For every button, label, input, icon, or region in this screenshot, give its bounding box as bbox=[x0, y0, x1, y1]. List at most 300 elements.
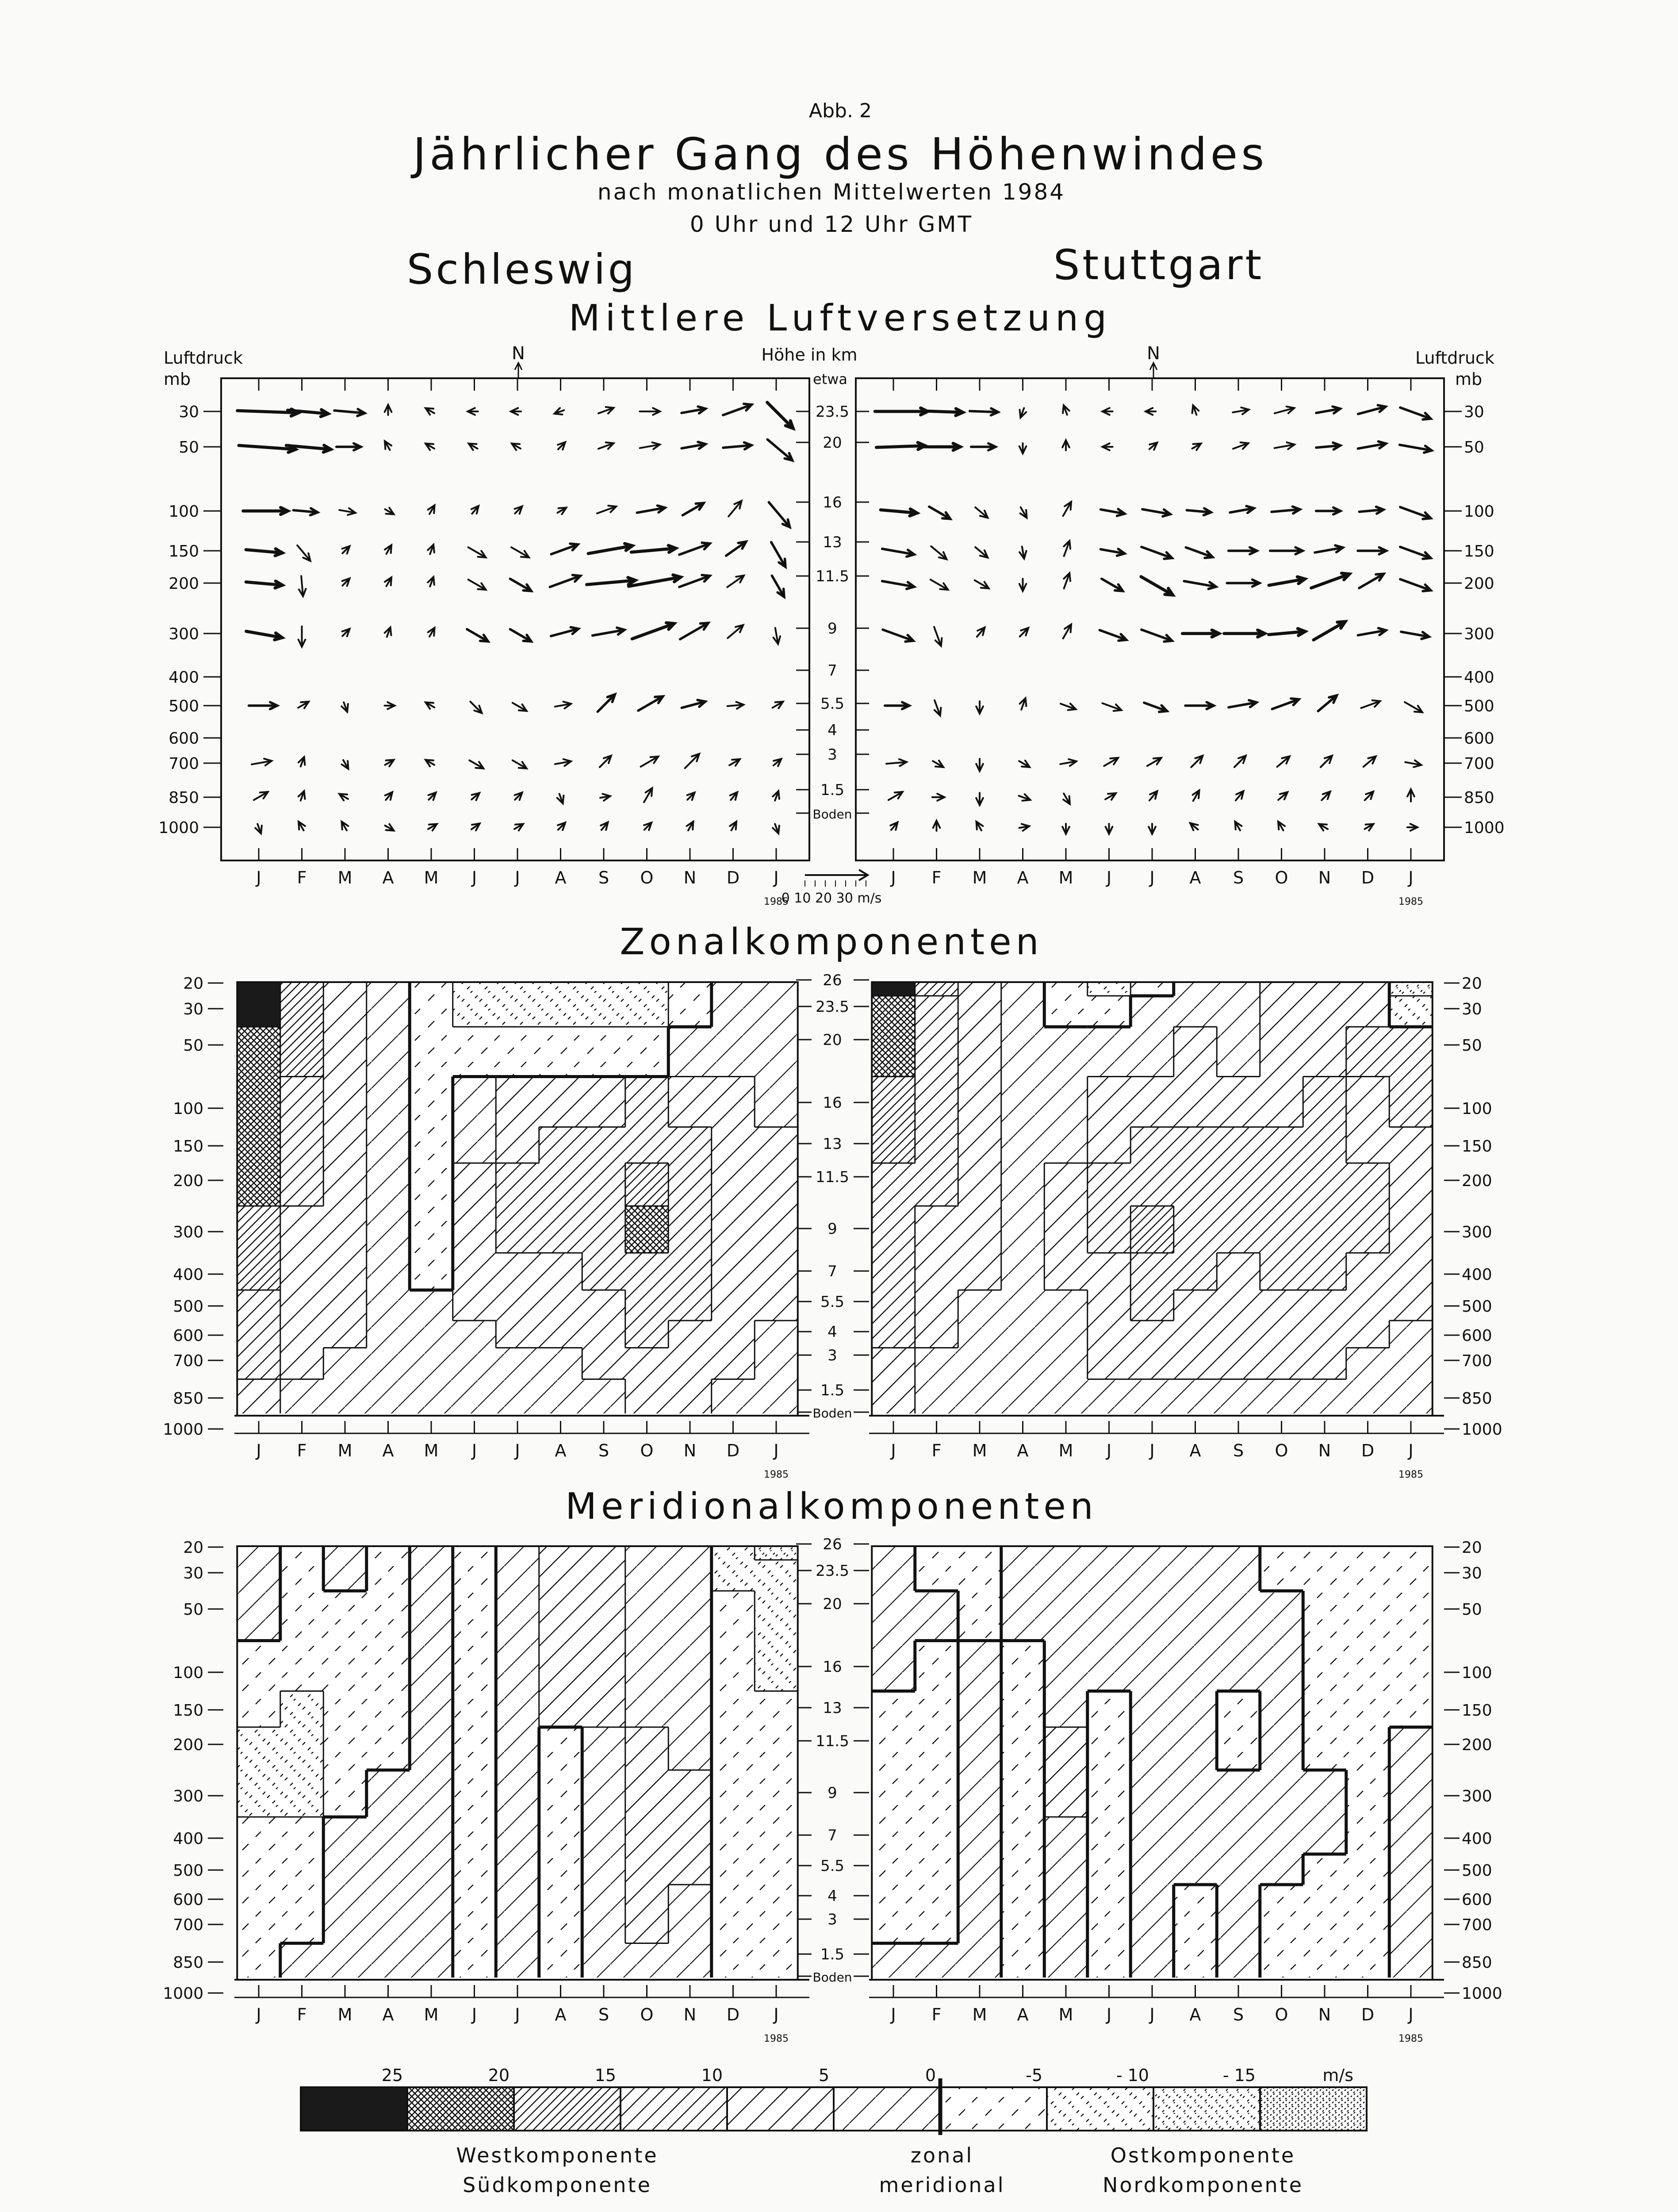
height-tick-label: 9 bbox=[828, 1220, 837, 1238]
value-cell bbox=[367, 1163, 410, 1206]
wind-arrow bbox=[1318, 695, 1337, 711]
value-cell bbox=[453, 1817, 496, 1854]
month-label: A bbox=[555, 2005, 567, 2024]
wind-arrow bbox=[728, 702, 744, 709]
value-cell bbox=[367, 1321, 410, 1348]
value-cell bbox=[582, 1206, 625, 1253]
wind-arrow bbox=[1149, 442, 1157, 449]
value-cell bbox=[323, 1912, 367, 1943]
legend-south-label: Südkomponente bbox=[463, 2173, 652, 2197]
value-cell bbox=[872, 1691, 915, 1728]
value-cell bbox=[958, 1641, 1001, 1691]
value-cell bbox=[915, 1591, 958, 1641]
wind-arrow bbox=[1407, 789, 1414, 802]
height-tick-label: Boden bbox=[812, 807, 852, 822]
value-cell bbox=[280, 1206, 324, 1253]
value-cell bbox=[1174, 1027, 1217, 1077]
wind-arrow bbox=[1103, 408, 1113, 415]
month-label: N bbox=[1318, 2005, 1331, 2024]
value-cell bbox=[1303, 1560, 1346, 1591]
wind-arrow bbox=[249, 702, 277, 709]
wind-arrow bbox=[767, 403, 793, 429]
value-cell bbox=[410, 1027, 453, 1077]
value-cell bbox=[755, 1912, 798, 1943]
value-cell bbox=[625, 1854, 669, 1885]
wind-arrow bbox=[555, 702, 571, 708]
value-cell bbox=[323, 1727, 367, 1770]
value-cell bbox=[1130, 1943, 1174, 1978]
pressure-tick-label: 100 bbox=[173, 1664, 203, 1682]
value-cell bbox=[668, 1560, 712, 1591]
value-cell bbox=[1088, 983, 1131, 996]
value-cell bbox=[1217, 996, 1260, 1027]
value-cell bbox=[872, 1885, 915, 1912]
wind-arrow bbox=[1192, 405, 1199, 415]
value-cell bbox=[539, 1348, 582, 1379]
value-cell bbox=[367, 1253, 410, 1290]
wind-arrow bbox=[769, 502, 789, 527]
month-label: J bbox=[515, 1441, 520, 1460]
value-cell bbox=[625, 1348, 669, 1379]
value-cell bbox=[958, 1912, 1001, 1943]
height-tick-label: 13 bbox=[823, 1135, 842, 1153]
legend-swatch bbox=[1260, 2087, 1367, 2131]
month-label: J bbox=[1106, 1441, 1112, 1460]
wind-arrow bbox=[428, 545, 434, 554]
value-cell bbox=[410, 1641, 453, 1691]
wind-arrow bbox=[885, 702, 909, 709]
value-cell bbox=[367, 1206, 410, 1253]
wind-arrow bbox=[1269, 577, 1305, 585]
value-cell bbox=[539, 1727, 582, 1770]
value-cell bbox=[712, 1727, 755, 1770]
value-cell bbox=[1346, 1560, 1390, 1591]
value-cell bbox=[1217, 1560, 1260, 1591]
wind-arrow bbox=[511, 547, 529, 557]
value-cell bbox=[1217, 1885, 1260, 1912]
wind-arrow bbox=[597, 506, 616, 514]
value-cell bbox=[1346, 1817, 1390, 1854]
value-cell bbox=[323, 983, 367, 996]
pressure-tick-label: 200 bbox=[173, 1736, 203, 1754]
value-cell bbox=[1217, 1379, 1260, 1414]
value-cell bbox=[872, 1077, 915, 1127]
wind-arrow bbox=[931, 580, 948, 590]
value-cell bbox=[539, 1691, 582, 1728]
wind-arrow bbox=[890, 822, 897, 830]
value-cell bbox=[496, 1912, 539, 1943]
pressure-tick-label: 700 bbox=[169, 755, 199, 773]
value-cell bbox=[1044, 1348, 1088, 1379]
wind-arrow bbox=[637, 506, 665, 513]
value-cell bbox=[958, 1321, 1001, 1348]
value-cell bbox=[668, 1943, 712, 1978]
pressure-tick-label-right: 150 bbox=[1462, 1701, 1492, 1720]
wind-arrow bbox=[558, 822, 565, 830]
value-cell bbox=[323, 1348, 367, 1379]
legend-zonal-label: zonal bbox=[910, 2143, 974, 2167]
wind-arrow bbox=[1400, 445, 1432, 453]
value-cell bbox=[915, 1770, 958, 1817]
height-tick-label: 1.5 bbox=[820, 1382, 845, 1399]
legend-east-label: Ostkomponente bbox=[1110, 2143, 1296, 2167]
value-cell bbox=[1174, 1560, 1217, 1591]
wind-arrow bbox=[469, 760, 483, 768]
value-cell bbox=[237, 1770, 280, 1817]
value-cell bbox=[958, 996, 1001, 1027]
value-cell bbox=[1001, 1290, 1045, 1321]
height-tick-label: 9 bbox=[828, 620, 837, 637]
wind-arrow bbox=[1224, 630, 1265, 637]
value-cell bbox=[1130, 1163, 1174, 1206]
wind-arrow bbox=[1101, 509, 1125, 516]
value-cell bbox=[237, 1727, 280, 1770]
wind-arrow bbox=[1227, 580, 1260, 587]
wind-arrow bbox=[428, 577, 434, 587]
value-cell bbox=[712, 1321, 755, 1348]
value-cell bbox=[712, 1206, 755, 1253]
month-label: A bbox=[382, 1441, 394, 1460]
value-cell bbox=[1088, 1854, 1131, 1885]
pressure-tick-label-right: 500 bbox=[1464, 697, 1494, 715]
value-cell bbox=[539, 1854, 582, 1885]
value-cell bbox=[1260, 1560, 1303, 1591]
value-cell bbox=[1088, 1641, 1131, 1691]
wind-arrow bbox=[515, 506, 522, 514]
pressure-tick-label: 50 bbox=[183, 1601, 203, 1619]
value-cell bbox=[1303, 996, 1346, 1027]
wind-arrow bbox=[922, 409, 963, 416]
wind-arrow bbox=[1405, 760, 1421, 767]
value-cell bbox=[582, 1817, 625, 1854]
value-cell bbox=[410, 1770, 453, 1817]
value-cell bbox=[1303, 1290, 1346, 1321]
wind-arrow bbox=[771, 542, 785, 567]
pressure-tick-label-right: 100 bbox=[1464, 503, 1494, 521]
value-cell bbox=[755, 1206, 798, 1253]
month-label: D bbox=[1361, 1441, 1375, 1460]
value-cell bbox=[323, 1027, 367, 1077]
value-cell bbox=[1260, 1854, 1303, 1885]
wind-arrow bbox=[558, 508, 567, 515]
value-cell bbox=[1389, 1885, 1433, 1912]
month-label: O bbox=[640, 1441, 654, 1460]
month-label: J bbox=[1149, 868, 1155, 887]
value-cell bbox=[1260, 1321, 1303, 1348]
value-cell bbox=[668, 1912, 712, 1943]
pressure-tick-label: 100 bbox=[173, 1100, 203, 1118]
value-cell bbox=[367, 1943, 410, 1978]
value-cell bbox=[958, 1560, 1001, 1591]
month-label: N bbox=[1318, 1441, 1331, 1460]
value-cell bbox=[958, 1770, 1001, 1817]
value-cell bbox=[1260, 1127, 1303, 1164]
value-cell bbox=[1001, 1379, 1045, 1414]
wind-arrow bbox=[1311, 573, 1350, 588]
value-cell bbox=[712, 1943, 755, 1978]
value-cell bbox=[367, 1077, 410, 1127]
value-cell bbox=[1260, 1077, 1303, 1127]
vector-panel-schleswig bbox=[221, 343, 809, 907]
value-cell bbox=[1260, 1770, 1303, 1817]
value-cell bbox=[237, 1077, 280, 1127]
value-cell bbox=[1303, 1379, 1346, 1414]
wind-arrow bbox=[1316, 507, 1341, 515]
wind-arrow bbox=[687, 792, 695, 800]
value-cell bbox=[280, 1912, 324, 1943]
wind-arrow bbox=[1064, 573, 1070, 589]
wind-arrow bbox=[385, 702, 395, 709]
value-cell bbox=[915, 1253, 958, 1290]
value-cell bbox=[712, 1854, 755, 1885]
value-cell bbox=[755, 1348, 798, 1379]
value-cell bbox=[1303, 1591, 1346, 1641]
value-cell bbox=[1389, 1253, 1433, 1290]
value-cell bbox=[712, 1560, 755, 1591]
pressure-tick-label: 30 bbox=[183, 1564, 203, 1582]
value-cell bbox=[712, 1163, 755, 1206]
month-label: A bbox=[382, 2005, 394, 2024]
pressure-tick-label-right: 150 bbox=[1462, 1137, 1492, 1156]
height-axis-prefix: etwa bbox=[813, 371, 848, 388]
wind-arrow bbox=[1019, 443, 1027, 453]
value-cell bbox=[539, 1885, 582, 1912]
value-cell bbox=[1303, 1127, 1346, 1164]
value-cell bbox=[625, 996, 669, 1027]
value-cell bbox=[1346, 1641, 1390, 1691]
value-cell bbox=[1130, 1321, 1174, 1348]
wind-arrow bbox=[680, 623, 709, 639]
wind-arrow bbox=[1147, 758, 1161, 766]
wind-arrow bbox=[1358, 628, 1386, 635]
value-cell bbox=[1044, 1943, 1088, 1978]
value-cell bbox=[496, 1817, 539, 1854]
month-label: M bbox=[1058, 2005, 1073, 2024]
value-cell bbox=[958, 1163, 1001, 1206]
wind-arrow bbox=[1144, 703, 1167, 712]
value-cell bbox=[367, 1348, 410, 1379]
value-cell bbox=[668, 1727, 712, 1770]
wind-arrow bbox=[1062, 824, 1069, 834]
wind-arrow bbox=[1063, 502, 1071, 516]
value-cell bbox=[872, 1943, 915, 1978]
value-cell bbox=[668, 996, 712, 1027]
value-cell bbox=[496, 996, 539, 1027]
value-cell bbox=[1001, 1253, 1045, 1290]
value-cell bbox=[367, 1641, 410, 1691]
value-cell bbox=[1260, 1817, 1303, 1854]
wind-arrow bbox=[886, 759, 907, 766]
pressure-tick-label: 400 bbox=[173, 1830, 203, 1848]
value-cell bbox=[625, 1641, 669, 1691]
value-cell bbox=[915, 1127, 958, 1164]
value-cell bbox=[915, 1379, 958, 1414]
value-cell bbox=[323, 1163, 367, 1206]
value-cell bbox=[1260, 996, 1303, 1027]
wind-arrow bbox=[598, 407, 614, 414]
wind-arrow bbox=[1359, 574, 1384, 588]
wind-arrow bbox=[876, 442, 925, 449]
value-cell bbox=[1174, 1206, 1217, 1253]
value-cell bbox=[582, 1691, 625, 1728]
value-cell bbox=[1217, 1163, 1260, 1206]
value-cell bbox=[1260, 1290, 1303, 1321]
pressure-tick-label: 600 bbox=[169, 730, 199, 748]
value-cell bbox=[1174, 1727, 1217, 1770]
pressure-tick-label-right: 600 bbox=[1462, 1327, 1492, 1345]
value-cell bbox=[410, 1854, 453, 1885]
wind-arrow bbox=[587, 577, 636, 584]
legend-swatch bbox=[727, 2087, 834, 2131]
value-cell bbox=[755, 1770, 798, 1817]
value-cell bbox=[712, 1547, 755, 1560]
value-cell bbox=[496, 983, 539, 996]
wind-arrow bbox=[1019, 579, 1027, 591]
height-tick-label: 26 bbox=[823, 1536, 842, 1553]
wind-arrow bbox=[551, 544, 578, 554]
wind-arrow bbox=[1358, 442, 1386, 449]
month-label: J bbox=[471, 868, 477, 887]
pressure-tick-label: 1000 bbox=[158, 819, 199, 837]
value-cell bbox=[1044, 1290, 1088, 1321]
value-cell bbox=[1001, 1854, 1045, 1885]
value-cell bbox=[1130, 1691, 1174, 1728]
month-label: N bbox=[1318, 868, 1331, 887]
wind-arrow bbox=[469, 444, 478, 450]
value-cell bbox=[237, 1127, 280, 1164]
value-cell bbox=[1001, 1206, 1045, 1253]
value-cell bbox=[496, 1206, 539, 1253]
value-cell bbox=[1088, 1163, 1131, 1206]
wind-arrow bbox=[929, 507, 950, 519]
value-cell bbox=[1044, 1912, 1088, 1943]
north-label: N bbox=[512, 343, 525, 364]
value-cell bbox=[915, 1077, 958, 1127]
wind-arrow bbox=[728, 625, 743, 638]
wind-arrow bbox=[1315, 545, 1343, 553]
value-cell bbox=[323, 1641, 367, 1691]
value-cell bbox=[712, 983, 755, 996]
value-cell bbox=[1044, 1560, 1088, 1591]
value-cell bbox=[410, 1691, 453, 1728]
wind-arrow bbox=[298, 702, 309, 708]
value-cell bbox=[1217, 1770, 1260, 1817]
month-label: J bbox=[471, 1441, 477, 1460]
wind-arrow bbox=[428, 628, 435, 637]
month-label: J bbox=[515, 868, 520, 887]
value-cell bbox=[496, 1591, 539, 1641]
value-cell bbox=[453, 1691, 496, 1728]
wind-arrow bbox=[970, 408, 998, 415]
pressure-tick-label: 400 bbox=[173, 1266, 203, 1284]
value-cell bbox=[1001, 1547, 1045, 1560]
value-cell bbox=[712, 1253, 755, 1290]
value-cell bbox=[1389, 1379, 1433, 1414]
value-cell bbox=[323, 1127, 367, 1164]
value-cell bbox=[582, 1727, 625, 1770]
value-cell bbox=[625, 1163, 669, 1206]
wind-arrow bbox=[1358, 405, 1386, 414]
value-cell bbox=[237, 1885, 280, 1912]
value-cell bbox=[410, 996, 453, 1027]
value-cell bbox=[453, 1560, 496, 1591]
vector-panel-stuttgart bbox=[856, 343, 1444, 907]
legend-swatch bbox=[834, 2087, 940, 2131]
value-cell bbox=[1174, 1854, 1217, 1885]
value-cell bbox=[280, 1547, 324, 1560]
wind-arrow bbox=[385, 792, 392, 800]
value-cell bbox=[1260, 1727, 1303, 1770]
wind-arrow bbox=[1322, 791, 1330, 800]
wind-arrow bbox=[1020, 698, 1027, 710]
value-cell bbox=[755, 1163, 798, 1206]
wind-arrow bbox=[425, 408, 434, 415]
legend-west-label: Westkomponente bbox=[456, 2143, 659, 2167]
wind-arrow bbox=[889, 792, 903, 800]
component-panel-meridionalkomponenten-schleswig bbox=[234, 1546, 809, 2044]
value-cell bbox=[237, 1547, 280, 1560]
value-cell bbox=[1130, 1253, 1174, 1290]
value-cell bbox=[958, 1885, 1001, 1912]
year-label: 1985 bbox=[764, 2033, 789, 2044]
value-cell bbox=[958, 1127, 1001, 1164]
year-label: 1985 bbox=[764, 896, 789, 907]
wind-arrow bbox=[682, 442, 705, 449]
value-cell bbox=[453, 1206, 496, 1253]
wind-arrow bbox=[334, 409, 365, 416]
wind-arrow bbox=[511, 408, 521, 415]
value-cell bbox=[668, 1027, 712, 1077]
wind-arrow bbox=[514, 824, 523, 831]
month-label: D bbox=[726, 868, 740, 887]
value-cell bbox=[958, 1253, 1001, 1290]
value-cell bbox=[625, 1691, 669, 1728]
value-cell bbox=[712, 1379, 755, 1414]
value-cell bbox=[915, 1727, 958, 1770]
value-cell bbox=[1303, 1912, 1346, 1943]
value-cell bbox=[410, 1817, 453, 1854]
month-label: O bbox=[1275, 2005, 1288, 2024]
value-cell bbox=[872, 1770, 915, 1817]
height-tick-label: 16 bbox=[823, 1094, 842, 1112]
pressure-tick-label: 1000 bbox=[163, 1985, 203, 2003]
wind-arrow bbox=[1229, 700, 1257, 707]
wind-arrow bbox=[1236, 791, 1244, 800]
value-cell bbox=[1303, 1321, 1346, 1348]
wind-arrow bbox=[1142, 509, 1170, 516]
value-cell bbox=[755, 1591, 798, 1641]
value-cell bbox=[1130, 1127, 1174, 1164]
value-cell bbox=[496, 1321, 539, 1348]
pressure-tick-label-right: 30 bbox=[1462, 1000, 1482, 1018]
value-cell bbox=[1174, 1253, 1217, 1290]
wind-arrow bbox=[1064, 541, 1070, 557]
height-tick-label: 11.5 bbox=[816, 1732, 849, 1750]
value-cell bbox=[323, 1547, 367, 1560]
wind-arrow bbox=[600, 756, 611, 767]
wind-arrow bbox=[1365, 791, 1374, 800]
pressure-tick-label-right: 1000 bbox=[1462, 1985, 1502, 2003]
value-cell bbox=[1389, 983, 1433, 996]
value-cell bbox=[1174, 1641, 1217, 1691]
value-cell bbox=[453, 1127, 496, 1164]
month-label: D bbox=[726, 1441, 740, 1460]
value-cell bbox=[410, 1348, 453, 1379]
wind-arrow bbox=[1407, 824, 1417, 831]
value-cell bbox=[1130, 1817, 1174, 1854]
value-cell bbox=[1088, 1691, 1131, 1728]
wind-arrow bbox=[557, 794, 564, 803]
